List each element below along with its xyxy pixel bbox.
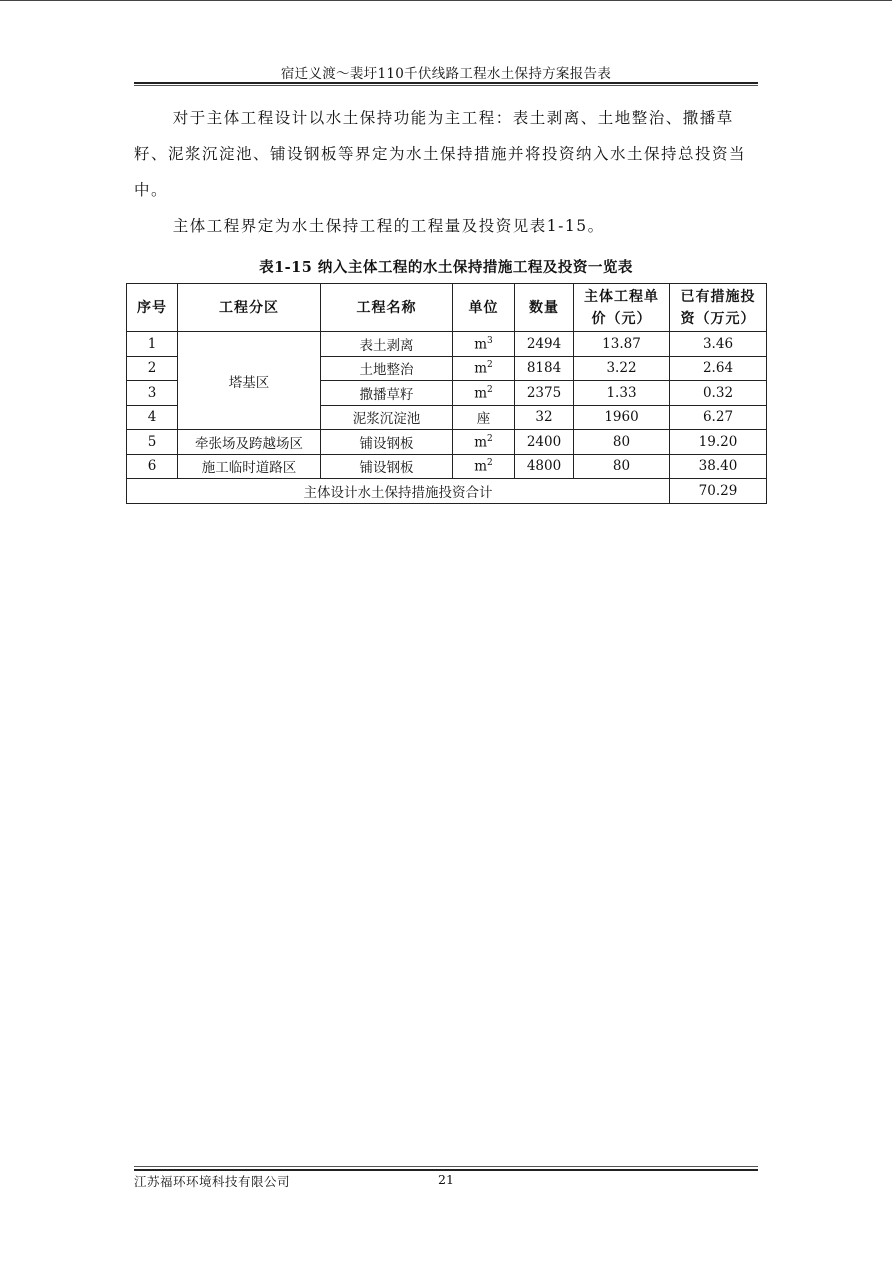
cell-qty: 4800 — [515, 454, 574, 479]
table-caption: 表1-15 纳入主体工程的水土保持措施工程及投资一览表 — [259, 259, 633, 276]
cell-name: 铺设钢板 — [321, 454, 453, 479]
cell-unit — [453, 332, 515, 357]
total-label: 主体设计水土保持措施投资合计 — [127, 479, 670, 504]
body-paragraph-2: 主体工程界定为水土保持工程的工程量及投资见表1-15。 — [172, 217, 605, 235]
cell-seq: 1 — [127, 332, 178, 357]
cell-seq: 3 — [127, 381, 178, 406]
cell-price: 1.33 — [574, 381, 670, 406]
header-price — [574, 284, 670, 332]
cell-seq: 6 — [127, 454, 178, 479]
header-invest-line2: 资（万元） — [680, 310, 756, 327]
cell-name: 泥浆沉淀池 — [321, 405, 453, 430]
cell-invest: 0.32 — [670, 381, 767, 406]
header-rule — [134, 82, 758, 84]
cell-invest: 6.27 — [670, 405, 767, 430]
cell-qty: 8184 — [515, 356, 574, 381]
cell-price: 80 — [574, 454, 670, 479]
cell-invest: 2.64 — [670, 356, 767, 381]
cell-unit — [453, 454, 515, 479]
page-header-title: 宿迁义渡～裴圩110千伏线路工程水土保持方案报告表 — [280, 66, 612, 82]
cell-invest: 38.40 — [670, 454, 767, 479]
header-invest — [670, 284, 767, 332]
unit-base: 座 — [476, 411, 491, 428]
cell-price: 13.87 — [574, 332, 670, 357]
footer-rule-thin — [134, 1166, 758, 1167]
unit-base: m — [474, 434, 488, 450]
cell-invest: 19.20 — [670, 430, 767, 455]
total-value: 70.29 — [670, 479, 767, 504]
page-number: 21 — [438, 1172, 454, 1187]
body-paragraph-1: 对于主体工程设计以水土保持功能为主工程：表土剥离、土地整治、撒播草籽、泥浆沉淀池、铺设钢板等界定为水土保持措施并将投资纳入水土保持总投资当中。 — [134, 109, 747, 199]
cell-seq: 2 — [127, 356, 178, 381]
table-row — [127, 430, 767, 455]
cell-zone: 塔基区 — [178, 332, 321, 430]
unit-exponent: 2 — [487, 384, 493, 395]
unit-base: m — [474, 336, 488, 352]
cell-price: 1960 — [574, 405, 670, 430]
header-price-line1: 主体工程单 — [584, 288, 659, 305]
header-name: 工程名称 — [321, 284, 453, 332]
header-qty: 数量 — [515, 284, 574, 332]
table-row — [127, 332, 767, 357]
table-total-row — [127, 479, 767, 504]
footer-rule — [134, 1169, 758, 1171]
header-zone: 工程分区 — [178, 284, 321, 332]
unit-exponent: 2 — [487, 360, 493, 370]
cell-qty: 32 — [515, 405, 574, 430]
cell-name: 铺设钢板 — [321, 430, 453, 455]
unit-base: m — [474, 458, 488, 475]
unit-base: m — [474, 360, 488, 377]
header-seq: 序号 — [127, 284, 178, 332]
cell-seq: 5 — [127, 430, 178, 455]
cell-qty: 2400 — [515, 430, 574, 455]
cell-name: 表土剥离 — [321, 332, 453, 357]
unit-exponent: 2 — [487, 433, 493, 444]
cell-name: 土地整治 — [321, 356, 453, 381]
cell-invest: 3.46 — [670, 332, 767, 357]
cell-unit — [453, 405, 515, 430]
table-row — [127, 454, 767, 479]
header-price-line2: 价（元） — [591, 310, 652, 327]
table-header-row — [127, 284, 767, 332]
cell-seq: 4 — [127, 405, 178, 430]
cell-name: 撒播草籽 — [321, 381, 453, 406]
cell-unit — [453, 356, 515, 381]
cell-unit — [453, 381, 515, 406]
cell-zone: 施工临时道路区 — [178, 454, 321, 479]
unit-exponent: 2 — [487, 458, 493, 468]
investment-table — [126, 283, 767, 504]
unit-base: m — [474, 385, 488, 401]
footer-company: 江苏福环环境科技有限公司 — [134, 1174, 291, 1189]
cell-qty: 2494 — [515, 332, 574, 357]
header-rule-thin — [134, 85, 758, 86]
cell-zone: 牵张场及跨越场区 — [178, 430, 321, 455]
header-invest-line1: 已有措施投 — [680, 288, 756, 305]
page-top-border — [0, 0, 892, 1]
cell-price: 80 — [574, 430, 670, 455]
cell-qty: 2375 — [515, 381, 574, 406]
unit-exponent: 3 — [487, 335, 493, 346]
header-unit: 单位 — [453, 284, 515, 332]
cell-price: 3.22 — [574, 356, 670, 381]
cell-unit — [453, 430, 515, 455]
